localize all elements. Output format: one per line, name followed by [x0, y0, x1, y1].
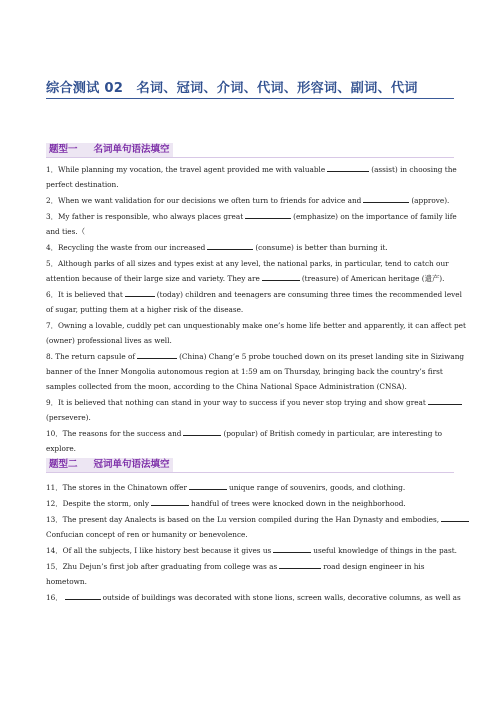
answer-blank[interactable] [273, 544, 311, 553]
answer-blank[interactable] [262, 272, 300, 281]
answer-blank[interactable] [183, 427, 221, 436]
section-title: 名词单句语法填空 [93, 144, 170, 155]
question-12: 12．Despite the storm, only handful of trees were knocked down in the neighborhood. [46, 499, 406, 508]
question-6-cont: of sugar, putting them at a higher risk of the disease. [46, 305, 244, 314]
section-label: 题型二 [49, 459, 78, 470]
section-divider-2 [46, 472, 454, 473]
answer-blank[interactable] [207, 241, 253, 250]
question-6: 6．It is believed that (today) children and teenagers are consuming three times the recommended level [46, 290, 462, 299]
question-14: 14．Of all the subjects, I like history best because it gives us useful knowledge of things in the past. [46, 546, 457, 555]
answer-blank[interactable] [137, 350, 177, 359]
answer-blank[interactable] [125, 288, 155, 297]
question-8-cont: banner of the Inner Mongolia autonomous region at 1:59 am on Thursday, bringing back the country’s first [46, 367, 443, 376]
question-4: 4．Recycling the waste from our increased (consume) is better than burning it. [46, 243, 388, 252]
question-5: 5．Although parks of all sizes and types exist at any level, the national parks, in particular, tend to catch our [46, 259, 449, 268]
question-16: 16． outside of buildings was decorated with stone lions, screen walls, decorative columns, as well as [46, 593, 461, 602]
section-label: 题型一 [49, 144, 78, 155]
answer-blank[interactable] [151, 497, 189, 506]
question-9: 9．It is believed that nothing can stand in your way to success if you never stop trying and show great [46, 396, 454, 410]
question-5-cont: attention because of their large size and variety. They are (treasure) of American heritage (遗产). [46, 274, 445, 283]
question-3: 3．My father is responsible, who always places great (emphasize) on the importance of family life [46, 212, 457, 221]
page-title: 综合测试 02 名词、冠词、介词、代词、形容词、副词、代词 [46, 81, 418, 96]
question-11: 11．The stores in the Chinatown offer unique range of souvenirs, goods, and clothing. [46, 483, 406, 492]
answer-blank[interactable] [279, 560, 321, 569]
question-7-cont: (owner) professional lives as well. [46, 336, 172, 345]
question-10: 10．The reasons for the success and (popular) of British comedy in particular, are interesting to [46, 429, 443, 438]
answer-blank[interactable] [441, 513, 469, 522]
question-8-cont2: samples collected from the moon, according to the China National Space Administration (CNSA). [46, 382, 407, 391]
question-8: 8. The return capsule of (China) Chang’e 5 probe touched down on its preset landing site in Siziwang [46, 352, 465, 361]
question-7: 7．Owning a lovable, cuddly pet can unquestionably make one’s home life better and apparently, it can affect pet [46, 321, 466, 330]
answer-blank[interactable] [189, 481, 227, 490]
section-title: 冠词单句语法填空 [93, 459, 170, 470]
answer-blank[interactable] [428, 396, 462, 405]
question-2: 2．When we want validation for our decisions we often turn to friends for advice and (approve). [46, 196, 450, 205]
section-divider-1 [46, 157, 454, 158]
answer-blank[interactable] [363, 194, 409, 203]
question-15: 15．Zhu Dejun’s first job after graduating from college was as road design engineer in his [46, 562, 425, 571]
question-3-cont: and ties.（ [46, 227, 85, 236]
question-15-cont: hometown. [46, 577, 87, 586]
question-1: 1．While planning my vocation, the travel agent provided me with valuable (assist) in choosing the [46, 165, 457, 174]
section-header-2 [46, 458, 173, 472]
question-13-cont: Confucian concept of ren or humanity or benevolence. [46, 530, 248, 539]
question-1-cont: perfect destination. [46, 180, 119, 189]
question-13: 13．The present day Analects is based on the Lu version compiled during the Han Dynasty and embodies, [46, 513, 454, 527]
answer-blank[interactable] [327, 163, 369, 172]
answer-blank[interactable] [65, 591, 101, 600]
answer-blank[interactable] [245, 210, 291, 219]
question-10-cont: explore. [46, 444, 76, 453]
title-divider [46, 98, 454, 99]
section-header-1 [46, 143, 173, 157]
question-9-cont: (persevere). [46, 413, 91, 422]
